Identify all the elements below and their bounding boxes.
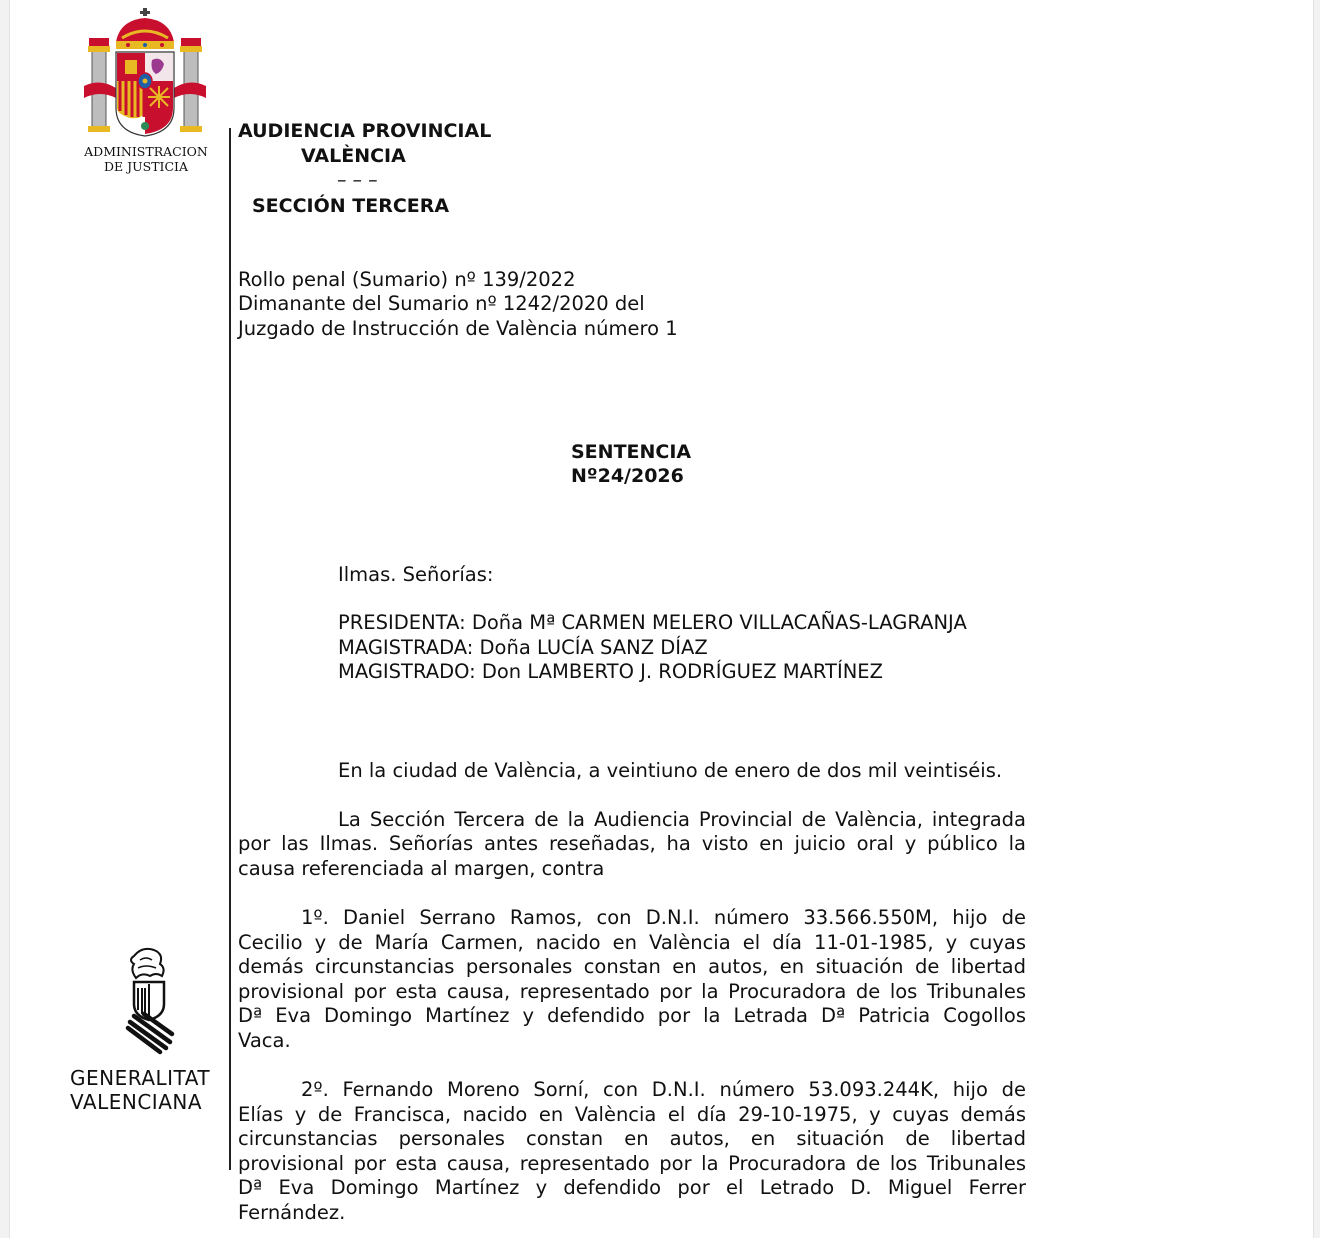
defendant-1-line-2: Cecilio y de María Carmen, nacido en València el día 11-01-1985, y cuyas	[238, 931, 1026, 954]
sentence-number: Nº24/2026	[571, 465, 684, 487]
margin-rule	[229, 128, 231, 1170]
section-paragraph-line-1: La Sección Tercera de la Audiencia Provincial de València, integrada	[338, 808, 1026, 831]
sentence-heading: SENTENCIA	[571, 441, 692, 463]
defendant-1-line-1: 1º. Daniel Serrano Ramos, con D.N.I. número 33.566.550M, hijo de	[301, 906, 1026, 929]
court-section: SECCIÓN TERCERA	[252, 195, 450, 217]
generalitat-logo-line2: VALENCIANA	[70, 1090, 203, 1114]
judge-magistrado: MAGISTRADO: Don LAMBERTO J. RODRÍGUEZ MARTÍNEZ	[338, 660, 883, 683]
city-date-paragraph: En la ciudad de València, a veintiuno de enero de dos mil veintiséis.	[338, 759, 1003, 782]
justicia-logo-line2: DE JUSTICIA	[103, 159, 189, 174]
coat-of-arms-icon	[80, 8, 212, 140]
defendant-1-line-3: demás circunstancias personales constan en autos, en situación de libertad	[238, 955, 1026, 978]
judge-presidenta: PRESIDENTA: Doña Mª CARMEN MELERO VILLACAÑAS-LAGRANJA	[338, 611, 967, 634]
defendant-2-line-6: Fernández.	[238, 1201, 346, 1224]
justicia-logo-caption	[76, 144, 216, 174]
header-divider: – – –	[337, 169, 378, 191]
defendant-2-line-5: Dª Eva Domingo Martínez y defendido por el Letrado D. Miguel Ferrer	[238, 1176, 1026, 1199]
defendant-1-line-4: provisional por esta causa, representado por la Procuradora de los Tribunales	[238, 980, 1026, 1003]
defendant-2-line-2: Elías y de Francisca, nacido en València el día 29-10-1975, y cuyas demás	[238, 1103, 1026, 1126]
generalitat-logo-line1: GENERALITAT	[70, 1066, 211, 1090]
court-name: AUDIENCIA PROVINCIAL	[238, 120, 492, 142]
court-city: VALÈNCIA	[301, 145, 406, 167]
defendant-2-line-4: provisional por esta causa, representado por la Procuradora de los Tribunales	[238, 1152, 1026, 1175]
section-paragraph-line-3: causa referenciada al margen, contra	[238, 857, 605, 880]
section-paragraph-line-2: por las Ilmas. Señorías antes reseñadas, ha visto en juicio oral y público la	[238, 832, 1026, 855]
defendant-1-line-5: Dª Eva Domingo Martínez y defendido por la Letrada Dª Patricia Cogollos	[238, 1004, 1026, 1027]
judge-magistrada: MAGISTRADA: Doña LUCÍA SANZ DÍAZ	[338, 636, 708, 659]
defendant-2-line-1: 2º. Fernando Moreno Sorní, con D.N.I. número 53.093.244K, hijo de	[301, 1078, 1026, 1101]
reference-line-1: Rollo penal (Sumario) nº 139/2022	[238, 268, 576, 291]
defendant-1-line-6: Vaca.	[238, 1029, 291, 1052]
reference-line-2: Dimanante del Sumario nº 1242/2020 del	[238, 292, 645, 315]
generalitat-logo-caption	[70, 1066, 210, 1114]
generalitat-emblem-icon	[120, 946, 180, 1058]
defendant-2-line-3: circunstancias personales constan en autos, en situación de libertad	[238, 1127, 1026, 1150]
judges-intro: Ilmas. Señorías:	[338, 563, 494, 586]
reference-line-3: Juzgado de Instrucción de València número 1	[238, 317, 678, 340]
justicia-logo-line1: ADMINISTRACION	[84, 144, 208, 159]
